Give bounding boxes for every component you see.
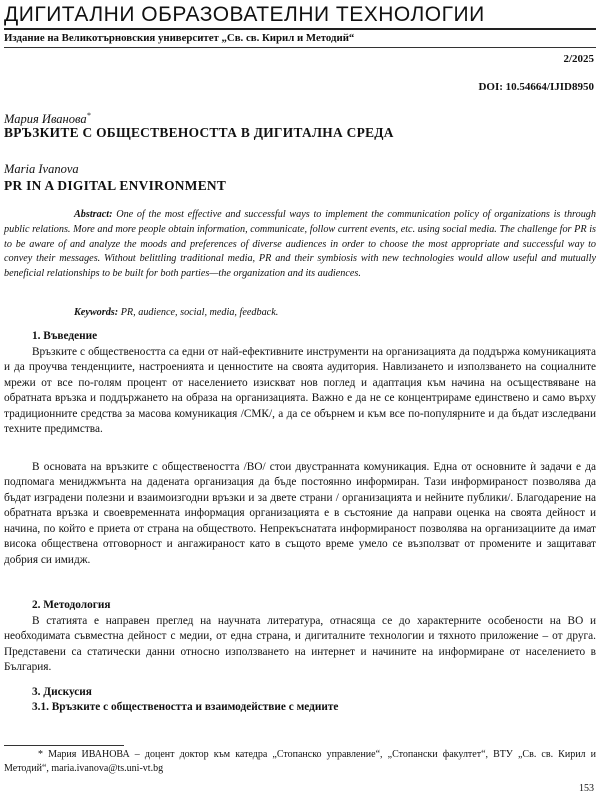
keywords xyxy=(74,305,278,320)
author-en: Maria Ivanova xyxy=(4,162,79,176)
section-heading-introduction: 1. Въведение xyxy=(32,330,98,342)
article-title-en: PR IN A DIGITAL ENVIRONMENT xyxy=(4,178,227,193)
issue-number: 2/2025 xyxy=(563,53,594,65)
author-bg-name: Мария Иванова xyxy=(4,112,87,127)
article-title-bg: ВРЪЗКИТЕ С ОБЩЕСТВЕНОСТТА В ДИГИТАЛНА СРЕДА xyxy=(4,125,394,140)
keywords-text: PR, audience, social, media, feedback. xyxy=(118,307,279,318)
section-heading-discussion: 3. Дискусия xyxy=(32,686,92,698)
section-heading-methodology: 2. Методология xyxy=(32,599,111,611)
header-rule-thin xyxy=(4,47,596,48)
page-number: 153 xyxy=(579,783,594,794)
footnote-rule xyxy=(4,745,124,746)
journal-publisher: Издание на Великотърновския университет „Св. св. Кирил и Методий“ xyxy=(4,32,355,44)
keywords-label: Keywords: xyxy=(74,307,119,318)
footnote: * Мария ИВАНОВА – доцент доктор към катедра „Стопанско управление“, „Стопански факултет“, ВТУ „Св. св. Кирил и Методий“, maria.ivanova@ts.uni-vt.bg xyxy=(4,749,596,774)
doi: DOI: 10.54664/IJID8950 xyxy=(478,81,594,93)
footnote-mark: * xyxy=(86,111,91,120)
abstract-text: One of the most effective and successful ways to implement the communication policy of organizations is through public relations. More and more people obtain information, communicate, follow current events, etc. using social media. The challenge for PR is to be aware of and analyze the moods and preferences of diverse audiences in order to choose the most appropriate and successful way to convey their messages. Without belittling traditional media, PR and their symbiosis with new technologies would allow useful and mutually beneficial relationships to be built for both parties—the organization and its audiences. xyxy=(4,209,596,280)
abstract xyxy=(4,208,596,282)
paragraph-methodology: В статията е направен преглед на научната литература, отнасяща се до характерните особености на ВО и необходимата съвместна дейност с медии, от една страна, и дигиталните технологии и тяхното приложение – от друга. Представени са статически данни относно използването на интернет и начините на информиране от населението в България. xyxy=(4,615,596,674)
subsection-heading-pr-media: 3.1. Връзките с обществеността и взаимодействие с медиите xyxy=(32,701,339,713)
journal-title: ДИГИТАЛНИ ОБРАЗОВАТЕЛНИ ТЕХНОЛОГИИ xyxy=(4,3,485,26)
abstract-label: Abstract: xyxy=(74,209,113,220)
paragraph-intro-2: В основата на връзките с обществеността /ВО/ стои двустранната комуникация. Една от основните ѝ задачи е да подпомага мениджмънта на дадената организация да бъде постоянно информиран. Тази информираност позволява да бъдат изградени полезни и взаимоизгодни връзки и за двете страни / организацията и нейните публики/. Благодарение на обратната връзка и своевременната информация организацията е в състояние да направи оценка на своята дейност и начина, по който е приета от страна на обществото. Непрекъснатата информираност позволява на организациите да имат висока обществена отговорност и ангажираност като в същото време умело се възползват от промените и защитават добрия си имидж. xyxy=(4,461,596,566)
paragraph-intro-1: Връзките с обществеността са едни от най-ефективните инструменти на организацията да поддържа комуникацията и да проучва тенденциите, настроенията и ценностите на своята аудитория. Навлизането и използването на социалните мрежи от все по-голям процент от населението изискват нов поглед и адаптация към начина на осъществяване на обратната връзка и поддържането на образа на организацията. Важно е да не се концентрираме единствено и само върху традиционните средства за масова комуникация /СМК/, а да се обърнем и към все по-популярните и да бъдат изследвани техните предимства. xyxy=(4,346,596,436)
